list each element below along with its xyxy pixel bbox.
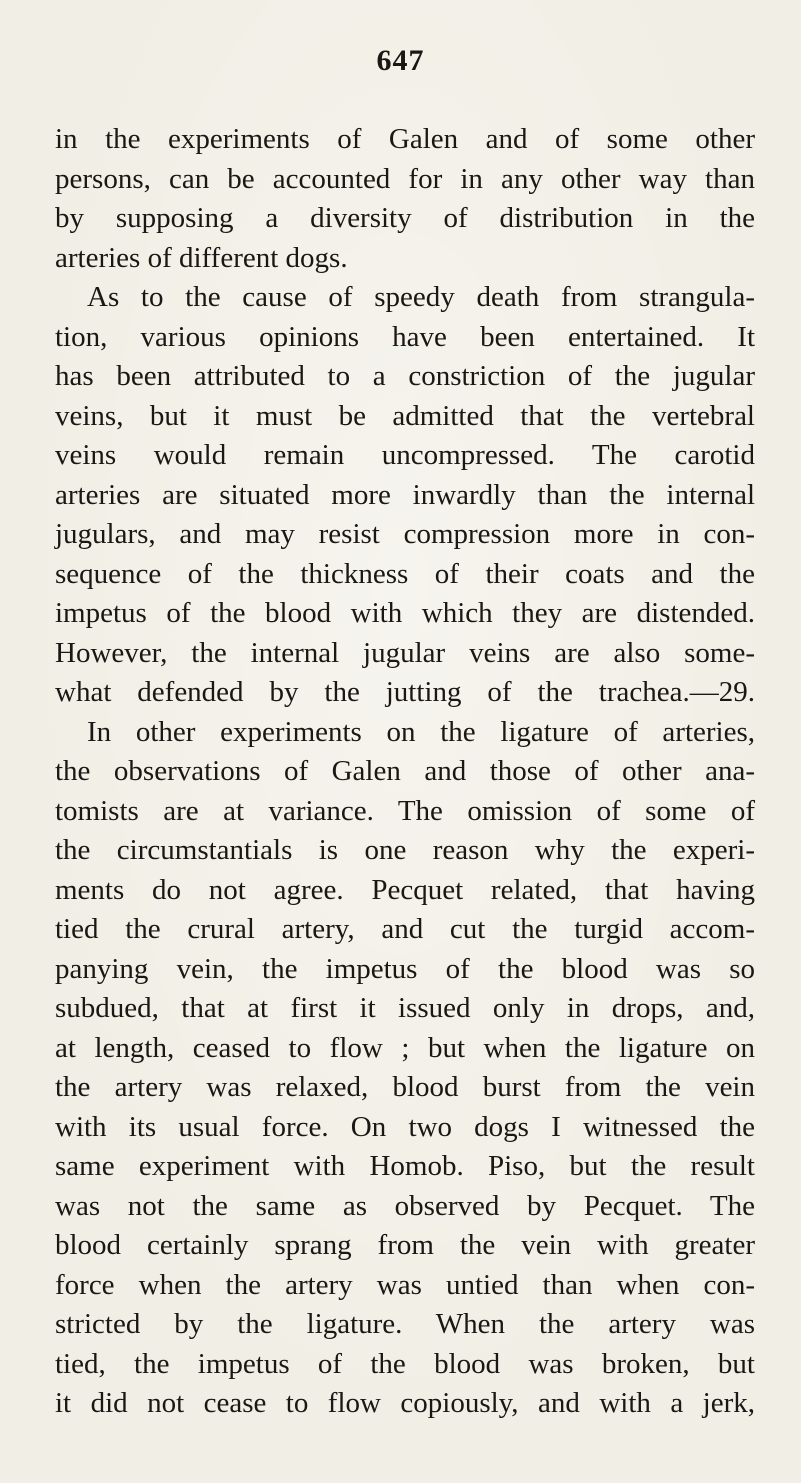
text-line: subdued, that at first it issued only in drops, and, bbox=[55, 992, 755, 1024]
text-line: tied the crural artery, and cut the turgid accom- bbox=[55, 913, 755, 945]
text-line: However, the internal jugular veins are also some- bbox=[55, 636, 755, 669]
page-number: 647 bbox=[376, 44, 425, 77]
text-line: sequence of the thickness of their coats and the bbox=[55, 557, 755, 590]
text-line: blood certainly sprang from the vein with greater bbox=[55, 1229, 755, 1261]
text-line: veins would remain uncompressed. The carotid bbox=[55, 439, 755, 471]
text-line: same experiment with Homob. Piso, but the result bbox=[55, 1150, 755, 1182]
text-line: ments do not agree. Pecquet related, that having bbox=[55, 873, 755, 906]
text-line: has been attributed to a constriction of the jugular bbox=[55, 360, 755, 392]
text-line: what defended by the jutting of the trachea.—29. bbox=[55, 676, 755, 708]
text-line: it did not cease to flow copiously, and with a jerk, bbox=[55, 1387, 755, 1419]
text-line: tied, the impetus of the blood was broken, but bbox=[55, 1347, 755, 1380]
text-line: the artery was relaxed, blood burst from the vein bbox=[55, 1071, 755, 1103]
text-line: at length, ceased to flow ; but when the ligature on bbox=[55, 1031, 755, 1064]
text-line: In other experiments on the ligature of arteries, bbox=[87, 715, 755, 748]
text-line: force when the artery was untied than when con- bbox=[55, 1268, 755, 1301]
text-line: with its usual force. On two dogs I witnessed the bbox=[55, 1110, 755, 1143]
text-line: by supposing a diversity of distribution in the bbox=[55, 202, 755, 234]
text-line: veins, but it must be admitted that the vertebral bbox=[55, 399, 755, 432]
text-line: panying vein, the impetus of the blood was so bbox=[55, 952, 755, 985]
text-line: the observations of Galen and those of other ana- bbox=[55, 755, 755, 787]
text-line: tion, various opinions have been entertained. It bbox=[55, 320, 755, 353]
text-line: arteries are situated more inwardly than the internal bbox=[55, 478, 755, 511]
body-text bbox=[55, 120, 755, 1424]
text-line: stricted by the ligature. When the artery was bbox=[55, 1308, 755, 1340]
text-line: tomists are at variance. The omission of some of bbox=[55, 794, 755, 827]
text-line: As to the cause of speedy death from strangula- bbox=[87, 281, 755, 313]
text-line: in the experiments of Galen and of some other bbox=[55, 123, 755, 155]
text-line: jugulars, and may resist compression more in con- bbox=[55, 518, 755, 550]
text-line: arteries of different dogs. bbox=[55, 241, 348, 274]
text-line: the circumstantials is one reason why the experi- bbox=[55, 834, 755, 866]
text-line: impetus of the blood with which they are distended. bbox=[55, 597, 755, 629]
text-line: was not the same as observed by Pecquet. The bbox=[55, 1189, 755, 1222]
text-line: persons, can be accounted for in any other way than bbox=[55, 162, 755, 195]
